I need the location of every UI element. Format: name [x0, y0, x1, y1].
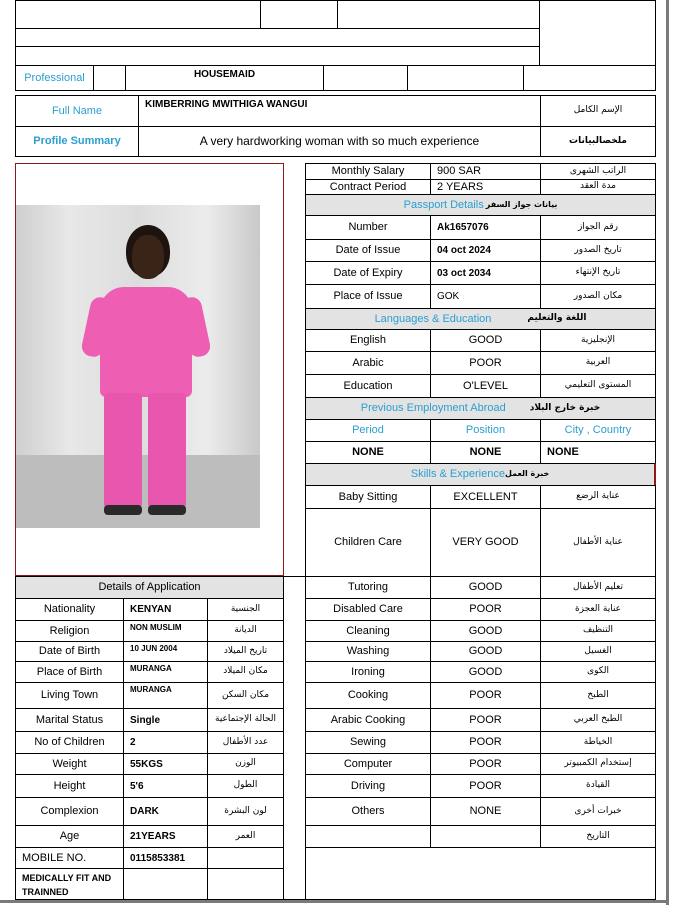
employment-period-value: NONE — [305, 441, 431, 464]
arabic-label: Arabic — [305, 351, 431, 375]
passport-place-ar: مكان الصدور — [540, 284, 656, 309]
monthly-salary-label: Monthly Salary — [305, 163, 431, 180]
top-blank-5 — [15, 28, 540, 47]
skills-header — [305, 463, 656, 486]
skill-label: Sewing — [305, 731, 431, 754]
skills-title-ar: خبرة العمل — [504, 469, 550, 479]
skill-ar: الطبخ العربي — [540, 708, 656, 732]
profile-summary-label: Profile Summary — [15, 126, 139, 157]
skill-ar: إستخدام الكمبيوتر — [540, 753, 656, 775]
app-ar: العمر — [207, 825, 284, 848]
app-label: Marital Status — [15, 708, 124, 732]
app-value: DARK — [123, 797, 208, 826]
app-value: Single — [123, 708, 208, 732]
mobile-value: 0115853381 — [123, 847, 208, 869]
skill-label: Tutoring — [305, 576, 431, 599]
skill-ar: الكوى — [540, 661, 656, 683]
professional-label: Professional — [15, 65, 94, 91]
app-ar: لون البشرة — [207, 797, 284, 826]
skill-value: VERY GOOD — [430, 508, 541, 577]
skill-label: Others — [305, 797, 431, 826]
app-label: Complexion — [15, 797, 124, 826]
skill-label: Children Care — [305, 508, 431, 577]
employment-header — [305, 397, 656, 420]
skill-ar: القيادة — [540, 774, 656, 798]
education-value: O'LEVEL — [430, 374, 541, 398]
skill-ar: الخياطة — [540, 731, 656, 754]
passport-title: Passport Details — [403, 198, 484, 211]
skill-value: POOR — [430, 708, 541, 732]
app-label: Living Town — [15, 682, 124, 709]
full-name-ar: الإسم الكامل — [540, 95, 656, 127]
top-blank-4 — [539, 0, 656, 66]
skill-value: POOR — [430, 598, 541, 621]
passport-expiry-label: Date of Expiry — [305, 261, 431, 285]
skill-ar: خبرات أخرى — [540, 797, 656, 826]
english-ar: الإنجليزية — [540, 329, 656, 352]
skill-value: POOR — [430, 753, 541, 775]
app-value: KENYAN — [123, 598, 208, 621]
skill-label: Ironing — [305, 661, 431, 683]
application-gap — [283, 576, 306, 900]
skill-value: GOOD — [430, 661, 541, 683]
passport-number-value: Ak1657076 — [430, 215, 541, 240]
app-value: NON MUSLIM — [123, 620, 208, 642]
skill-value: NONE — [430, 797, 541, 826]
skill-label: Arabic Cooking — [305, 708, 431, 732]
applicant-photo — [16, 205, 260, 528]
top-blank-3 — [337, 0, 540, 29]
app-ar: مكان الميلاد — [207, 661, 284, 683]
mobile-blank — [207, 847, 284, 869]
profile-summary-value: A very hardworking woman with so much experience — [138, 126, 541, 157]
app-label: Date of Birth — [15, 641, 124, 662]
professional-blank-1 — [323, 65, 408, 91]
skill-value: GOOD — [430, 641, 541, 662]
app-label: Religion — [15, 620, 124, 642]
passport-place-label: Place of Issue — [305, 284, 431, 309]
languages-title: Languages & Education — [374, 312, 492, 325]
contract-period-label: Contract Period — [305, 179, 431, 195]
page-shadow-bottom — [0, 900, 669, 903]
app-value: 5'6 — [123, 774, 208, 798]
app-ar: الحالة الإجتماعية — [207, 708, 284, 732]
app-value: 2 — [123, 731, 208, 754]
app-ar: مكان السكن — [207, 682, 284, 709]
employment-country-value: NONE — [540, 441, 656, 464]
skill-label: Disabled Care — [305, 598, 431, 621]
app-ar: تاريخ الميلاد — [207, 641, 284, 662]
passport-title-ar: بيانات جواز السفر — [485, 199, 558, 209]
date-ar: التاريخ — [540, 825, 656, 848]
app-ar: الجنسية — [207, 598, 284, 621]
passport-issue-ar: تاريخ الصدور — [540, 239, 656, 262]
professional-blank-3 — [523, 65, 656, 91]
app-value: 55KGS — [123, 753, 208, 775]
professional-spacer — [93, 65, 126, 91]
app-label: Weight — [15, 753, 124, 775]
passport-number-label: Number — [305, 215, 431, 240]
skill-label: Cleaning — [305, 620, 431, 642]
passport-place-value: GOK — [430, 284, 541, 309]
skill-value: EXCELLENT — [430, 485, 541, 509]
passport-expiry-ar: تاريخ الإنتهاء — [540, 261, 656, 285]
employment-country-header: City , Country — [540, 419, 656, 442]
page-shadow-right — [666, 0, 669, 905]
app-value: MURANGA — [123, 682, 208, 709]
profile-summary-ar: ملخصالبيانات — [540, 126, 656, 157]
skill-label: Driving — [305, 774, 431, 798]
skill-ar: عناية العجزة — [540, 598, 656, 621]
app-label: No of Children — [15, 731, 124, 754]
skill-ar: تعليم الأطفال — [540, 576, 656, 599]
education-ar: المستوى التعليمي — [540, 374, 656, 398]
skill-label: Computer — [305, 753, 431, 775]
passport-issue-label: Date of Issue — [305, 239, 431, 262]
app-label: Height — [15, 774, 124, 798]
mobile-label: MOBILE NO. — [15, 847, 124, 869]
contract-period-ar: مدة العقد — [540, 179, 656, 195]
skill-value: GOOD — [430, 620, 541, 642]
date-blank-2 — [430, 825, 541, 848]
arabic-value: POOR — [430, 351, 541, 375]
employment-period-header: Period — [305, 419, 431, 442]
date-blank-1 — [305, 825, 431, 848]
skill-label: Washing — [305, 641, 431, 662]
app-value: MURANGA — [123, 661, 208, 683]
professional-blank-2 — [407, 65, 524, 91]
english-label: English — [305, 329, 431, 352]
app-label: Place of Birth — [15, 661, 124, 683]
skill-value: GOOD — [430, 576, 541, 599]
employment-title-ar: خبرة خارج البلاد — [529, 402, 601, 413]
top-blank-6 — [15, 46, 540, 66]
skill-label: Cooking — [305, 682, 431, 709]
app-label: Age — [15, 825, 124, 848]
app-value: 10 JUN 2004 — [123, 641, 208, 662]
skill-ar: الغسيل — [540, 641, 656, 662]
english-value: GOOD — [430, 329, 541, 352]
skill-value: POOR — [430, 682, 541, 709]
skill-value: POOR — [430, 774, 541, 798]
application-header: Details of Application — [15, 576, 284, 599]
employment-title: Previous Employment Abroad — [360, 402, 506, 415]
app-label: Nationality — [15, 598, 124, 621]
full-name-value: KIMBERRING MWITHIGA WANGUI — [138, 95, 541, 127]
skills-title: Skills & Experience — [410, 468, 505, 481]
skill-ar: التنظيف — [540, 620, 656, 642]
employment-position-value: NONE — [430, 441, 541, 464]
contract-period-value: 2 YEARS — [430, 179, 541, 195]
passport-header — [305, 194, 656, 216]
app-ar: الوزن — [207, 753, 284, 775]
education-label: Education — [305, 374, 431, 398]
medically-fit-blank-1 — [123, 868, 208, 900]
employment-position-header: Position — [430, 419, 541, 442]
app-ar: الديانة — [207, 620, 284, 642]
arabic-ar: العربية — [540, 351, 656, 375]
languages-title-ar: اللغة والتعليم — [527, 313, 587, 324]
passport-issue-value: 04 oct 2024 — [430, 239, 541, 262]
skill-ar: عناية الأطفال — [540, 508, 656, 577]
passport-expiry-value: 03 oct 2034 — [430, 261, 541, 285]
languages-header — [305, 308, 656, 330]
skill-value: POOR — [430, 731, 541, 754]
medically-fit: MEDICALLY FIT AND TRAINNED — [15, 868, 124, 900]
app-ar: عدد الأطفال — [207, 731, 284, 754]
bottom-blank-1 — [305, 847, 656, 900]
medically-fit-blank-2 — [207, 868, 284, 900]
top-blank-1 — [15, 0, 261, 29]
passport-number-ar: رقم الجواز — [540, 215, 656, 240]
skill-label: Baby Sitting — [305, 485, 431, 509]
top-blank-2 — [260, 0, 338, 29]
monthly-salary-ar: الراتب الشهرى — [540, 163, 656, 180]
skill-ar: الطبخ — [540, 682, 656, 709]
position-value: HOUSEMAID — [125, 65, 324, 91]
skill-ar: عناية الرضع — [540, 485, 656, 509]
app-ar: الطول — [207, 774, 284, 798]
app-value: 21YEARS — [123, 825, 208, 848]
full-name-label: Full Name — [15, 95, 139, 127]
monthly-salary-value: 900 SAR — [430, 163, 541, 180]
